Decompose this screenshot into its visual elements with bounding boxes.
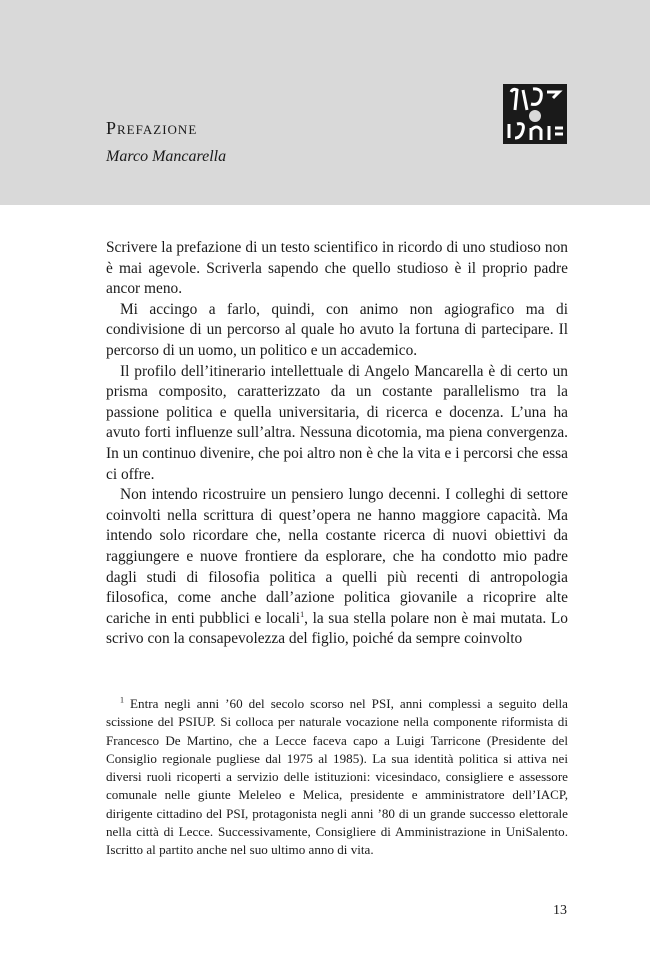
main-text	[106, 238, 568, 650]
footnote-marker: 1	[120, 695, 124, 705]
chapter-header-band	[0, 0, 650, 205]
footnote-1: $^1$ Entra negli anni ’60 del secolo scorso nel PSI, anni complessi a seguito della scissione del PSIUP. Si colloca per naturale vocazione nella componente riformista di Francesco De Martino, che a Lecce faceva capo a Luigi Tarricone (Presidente del Consiglio regionale pugliese dal 1975 al 1985). La sua identità politica si attiva nei diversi ruoli ricoperti a servizio delle istituzioni: vicesindaco, consigliere e assessore comunale nelle giunte Meleleo e Melica, presidente e amministratore dell’IACP, dirigente cittadino del PSI, protagonista negli anni ’80 di un grande successo elettorale nella città di Lecce. Successivamente, Consigliere di Amministrazione in UniSalento. Iscritto al partito anche nel suo ultimo anno di vita.	[106, 695, 568, 858]
chapter-title: Prefazione	[106, 118, 198, 138]
publisher-logo-icon	[503, 84, 567, 144]
paragraph-1: Scrivere la prefazione di un testo scientifico in ricordo di uno studioso non è mai agevole. Scriverla sapendo che quello studioso è il proprio padre ancor meno.	[106, 239, 568, 298]
paragraph-3: Il profilo dell’itinerario intellettuale di Angelo Mancarella è di certo un prisma composito, caratterizzato da un costante parallelismo tra la passione politica e quella universitaria, di ricerca e docenza. L’una ha avuto forti influenze sull’altra. Nessuna dicotomia, ma piena convergenza. In un continuo divenire, che poi altro non è che la vita e i percorsi che essa ci offre.	[106, 362, 568, 483]
page-number: 13	[553, 903, 567, 918]
footnotes	[106, 695, 568, 860]
footnote-ref[interactable]: 1	[300, 609, 305, 619]
paragraph-2: Mi accingo a farlo, quindi, con animo non agiografico ma di condivisione di un percorso al quale ho avuto la fortuna di partecipare. Il percorso di un uomo, un politico e un accademico.	[106, 300, 568, 359]
chapter-author: Marco Mancarella	[106, 148, 227, 165]
paragraph-4: Non intendo ricostruire un pensiero lungo decenni. I colleghi di settore coinvolti nella scrittura di quest’opera ne hanno maggiore capacità. Ma intendo solo ricordare che, nella costante ricerca di nuovi obiettivi da raggiungere e nuove frontiere da esplorare, che ha condotto mio padre dagli studi di filosofia politica a quelli più recenti di antropologia filosofica, come anche dall’azione politica giovanile a ricoprire alte cariche in enti pubblici e locali$^1$, la sua stella polare non è mai mutata. Lo scrivo con la consapevolezza del figlio, poiché da sempre coinvolto	[106, 486, 568, 648]
